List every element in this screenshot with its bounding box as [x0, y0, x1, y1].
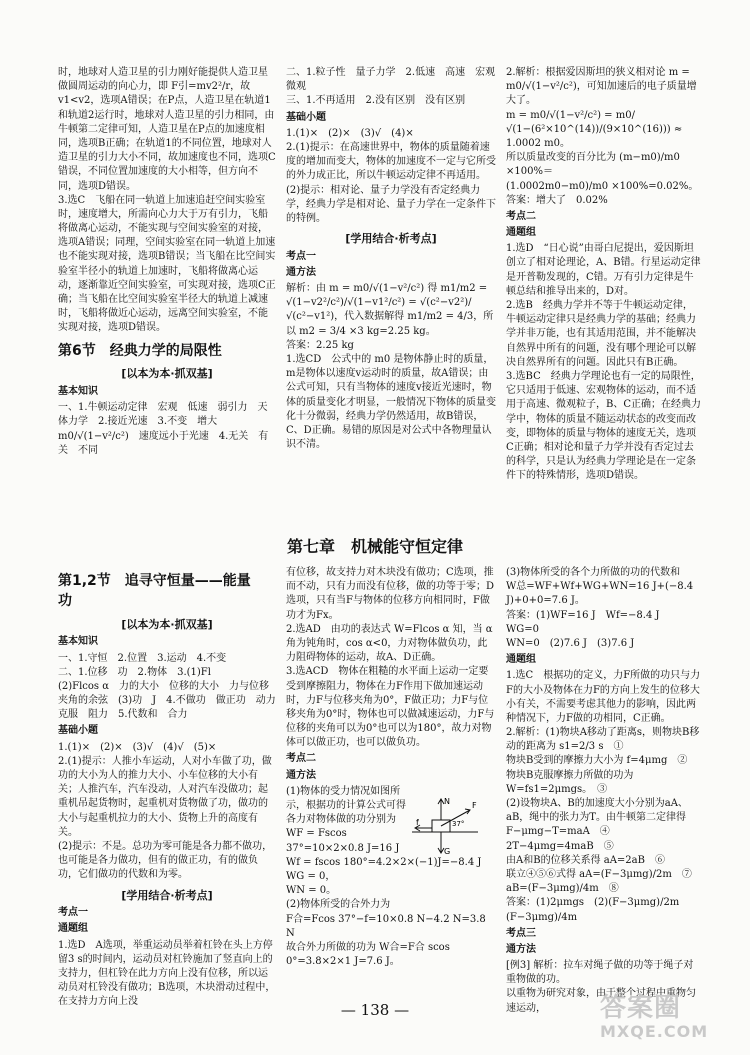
subheading: 通题组 [506, 227, 536, 239]
answer-line: WN=0 (2)7.6 J (3)7.6 J [506, 637, 635, 649]
answer-line: 答案：(1)WF=16 J Wf=−8.4 J WG=0 [506, 609, 670, 635]
text-paragraph: (2)物体所受的合外力为 [286, 899, 391, 911]
equation-line: WG = 0， [286, 870, 336, 882]
text-paragraph: 3.选BC 经典力学理论也有一定的局限性，它只适用于低速、宏观物体的运动，而不适用于高速、微观粒子，B、C正确；在经典力学中，物体的质量不随运动状态的改变而改变，即物体的质量与物体的速度无关，选项C正确；相对论和量子力学并没有否定过去的科学，只是认为经典力学理论是在一定条件下的特殊情形，选项D错误。 [506, 370, 701, 482]
label-friction: f [416, 818, 419, 827]
section-title: 第1,2节 追寻守恒量——能量 功 [58, 573, 265, 609]
text-paragraph: 2.(1)提示：人推小车运动，人对小车做了功，做功的大小为人的推力大小、小车位移的大小有关；人推汽车，汽车没动，人对汽车没做功；起重机吊起货物时，起重机对货物做了功，做功的大小与起重机拉力的大小、货物上升的高度有关。 [58, 755, 272, 838]
text-paragraph: m = m0/√(1−v²/c²) = m0/√(1−(6²×10^(14))/(9×10^(16))) ≈ 1.0002 m0。 [506, 109, 686, 149]
text-paragraph: 3.选C 飞船在同一轨道上加速追赶空间实验室时，速度增大，所需向心力大于万有引力，飞船将做离心运动，不能实现与空间实验室的对接，选项A错误；同理，空间实验室在同一轨道上加速也不能实现对接，选项B错误；当飞船在比空间实验室半径小的轨道上加速时，飞船将做离心运动，逐渐靠近空间实验室，可实现对接，选项C正确；当飞船在比空间实验室半径大的轨道上减速时，飞船将做近心运动，远离空间实验室，不能实现对接，选项D错误。 [58, 194, 276, 334]
text-paragraph: 1.选CD 公式中的 m0 是物体静止时的质量，m是物体以速度v运动时的质量，故A错误；由公式可知，只有当物体的速度v接近光速时，物体的质量变化才明显，一般情况下物体的质量变化十分微弱，经典力学仍然适用，故B错误，C、D正确。易错的原因是对公式中各物理量认识不清。 [286, 353, 496, 451]
text-paragraph: 2.(1)提示：在高速世界中，物体的质量随着速度的增加而变大，物体的加速度不一定与它所受的外力成正比，所以牛顿运动定律不再适用。 [286, 141, 496, 182]
subheading: 通题组 [58, 923, 88, 935]
subheading: 考点三 [506, 927, 536, 939]
answer-line: 答案：2.25 kg [286, 339, 354, 351]
subheading: 考点二 [506, 210, 536, 222]
text-paragraph: 三、1.不再适用 2.没有区别 没有区别 [286, 95, 466, 107]
section-bar: [学用结合·析考点] [121, 888, 213, 902]
text-paragraph: 2.选AD 由功的表达式 W=Flcos α 知，当 α 角为钝角时，cos α<0，力对物体做负功，此力阻碍物体的运动，故A、D正确。 [286, 623, 496, 664]
subheading: 考点二 [286, 753, 316, 765]
subheading: 基本知识 [58, 636, 98, 648]
label-n: N [444, 797, 450, 806]
equation-line: 物块B受到的摩擦力大小为 f=4μmg ② [506, 755, 688, 767]
text-paragraph: m0/√(1−v²/c²) 速度远小于光速 4.无关 有关 不同 [58, 430, 269, 456]
text-paragraph: 1.(1)× (2)× (3)√ (4)× [286, 127, 414, 139]
text-paragraph: (2)Flcos α 力的大小 位移的大小 力与位移夹角的余弦 (3)功 J 4.不做功 做正功 动力 克服 阻力 5.代数和 合力 [58, 680, 286, 721]
subheading: 考点一 [286, 250, 316, 262]
chapter-title: 第七章 机械能守恒定律 [286, 537, 463, 556]
text-paragraph: 1.选C 根据功的定义，力F所做的功只与力F的大小及物体在力F的方向上发生的位移大小有关，不需要考虑其他力的影响，因此两种情况下，力F做的功相同，C正确。 [506, 670, 701, 724]
equation-line: 故合外力所做的功为 W合=F合 scos 0°=3.8×2×1 J=7.6 J。 [286, 941, 454, 968]
equation-line: 2T−4μmg=4maB ⑤ [506, 840, 614, 852]
text-paragraph: (2)提示：不是。总功为零可能是各力都不做功，也可能是各力做功，但有的做正功，有的做负功，它们做功的代数和为零。 [58, 840, 273, 881]
section-bar: [以本为本·抓双基] [121, 367, 213, 381]
text-paragraph: (2)设物块A、B的加速度大小分别为aA、aB，绳中的张力为T。由牛顿第二定律得 F−μmg−T=maA ④ [506, 798, 690, 838]
watermark [600, 990, 740, 1050]
label-f: F [472, 801, 477, 810]
subheading: 考点一 [58, 907, 88, 919]
top-column-2 [286, 66, 506, 452]
text-paragraph: (1.0002m0−m0)/m0 ×100%=0.02%。 [506, 180, 699, 192]
subheading: 基础小题 [58, 725, 98, 737]
text-paragraph: 一、1.守恒 2.位置 3.运动 4.不变 [58, 652, 227, 664]
text-paragraph: 2.解析：(1)物块A移动了距离s，则物块B移动的距离为 s1=2/3 s ① [506, 727, 700, 753]
top-column-1 [58, 66, 276, 458]
text-paragraph: (3)物体所受的各个力所做的功的代数和 [506, 567, 681, 578]
subheading: 通题组 [506, 654, 536, 666]
label-g: G [444, 847, 451, 856]
force-diagram [410, 796, 480, 858]
watermark-url: MXQE.COM [600, 1021, 709, 1041]
text-paragraph: 有位移，故支持力对木块没有做功；C选项，推而不动，只有力而没有位移，做的功等于零；D选项，只有当F与物体的位移方向相同时，F做功才为Fx。 [286, 567, 495, 621]
text-paragraph: 二、1.粒子性 量子力学 2.低速 高速 宏观 微观 [286, 67, 506, 93]
text-paragraph: 一、1.牛顿运动定律 宏观 低速 弱引力 天体力学 2.接近光速 3.不变 增大 [58, 402, 268, 428]
subheading: 通方法 [506, 943, 536, 955]
text-paragraph: 1.选D A选项，举重运动员举着杠铃在头上方停留3 s的时间内，运动员对杠铃施加了竖直向上的支持力，但杠铃在此力方向上没有位移，所以运动员对杠铃没有做功；B选项，木块滑动过程中，在支持力方向上没 [58, 939, 276, 1008]
subheading: 基本知识 [58, 386, 98, 398]
text-paragraph: 解析：由 m = m0/√(1−v²/c²) 得 m1/m2 = √(1−v2²/c²)/√(1−v1²/c²) = √(c²−v2²)/√(c²−v1²)，代入数据解得 m1/m2 = 4/3，所以 m2 = 3/4 ×3 kg=2.25 kg。 [286, 283, 494, 337]
subheading: 基础小题 [286, 111, 326, 123]
subheading: 通方法 [286, 769, 316, 781]
text-paragraph: 1.选D “日心说”由哥白尼提出，爱因斯坦创立了相对论理论，A、B错。行星运动定律是开普勒发现的，C错。万有引力定律是牛顿总结和推导出来的，D对。 [506, 243, 701, 297]
bottom-column-2 [286, 566, 496, 969]
bottom-column-1 [58, 566, 286, 1009]
equation-line: WN = 0。 [286, 885, 337, 897]
equation-line: F合=Fcos 37°−f=10×0.8 N−4.2 N=3.8 N [286, 913, 489, 939]
equation-line: 由A和B的位移关系得 aA=2aB ⑥ [506, 854, 665, 866]
answer-line: 答案：增大了 0.02% [506, 194, 608, 206]
text-paragraph: (1)物体的受力情况如图所示，根据功的计算公式可得各力对物体做的功分别为 [286, 785, 406, 826]
section-title: 第6节 经典力学的局限性 [58, 342, 222, 359]
section-bar: [学用结合·析考点] [345, 232, 437, 246]
watermark-logo-text: 答案圈 [600, 993, 682, 1023]
text-paragraph: 时，地球对人造卫星的引力刚好能提供人造卫星做圆周运动的向心力，即 F引=mv2²/r，故 v1<v2，选项A错误；在P点，人造卫星在轨道1和轨道2运行时，地球对人造卫星的引力相同，由牛顿第二定律可知，人造卫星在P点的加速度相同，选项B正确；在轨道1的不同位置，地球对人造卫星的引力大小不同，故加速度也不同，选项C错误，不同位置加速度的大小相等，但方向不同，选项D错误。 [58, 67, 276, 192]
equation-line: W总=WF+Wf+WG+WN=16 J+(−8.4 J)+0+0=7.6 J。 [506, 581, 697, 607]
label-angle: 37° [452, 820, 465, 828]
subheading: 通方法 [286, 266, 316, 278]
text-paragraph: 以重物为研究对象，由于整个过程中重物匀速运动， [506, 988, 696, 1014]
text-paragraph: 3.选ACD 物体在粗糙的水平面上运动一定要受到摩擦阻力，物体在力F作用下做加速运动时，力F与位移夹角为0°，F做正功；力F与位移夹角为0°时，物体也可以做减速运动，力F与位移的夹角可以为0°也可以为180°，故力对物体可以做正功，也可以做负功。 [286, 666, 495, 749]
section-bar: [以本为本·抓双基] [121, 617, 213, 631]
text-paragraph: [例3] 解析：拉车对绳子做的功等于绳子对重物做的功。 [506, 960, 694, 986]
text-paragraph: 所以质量改变的百分比为 (m−m0)/m0 ×100%＝ [506, 152, 684, 178]
equation-line: aB=(F−3μmg)/4m ⑧ [506, 883, 619, 895]
equation-line: 物块B克服摩擦力所做的功为 W=fs1=2μmgs。 ③ [506, 769, 637, 795]
answer-line: 答案：(1)2μmgs (2)(F−3μmg)/2m (F−3μmg)/4m [506, 897, 690, 923]
text-paragraph: 2.解析：根据爱因斯坦的狭义相对论 m = m0/√(1−v²/c²)，可知加速后的电子质量增大了。 [506, 67, 697, 107]
equation-line: Wf = fscos 180°=4.2×2×(−1)J=−8.4 J [286, 856, 482, 868]
page-number: — 138 — [340, 1001, 410, 1019]
equation-line: 联立④⑤⑥式得 aA=(F−3μmg)/2m ⑦ [506, 868, 692, 880]
text-paragraph: (2)提示：相对论、量子力学没有否定经典力学，经典力学是相对论、量子力学在一定条件下的特例。 [286, 184, 496, 224]
text-paragraph: 2.选B 经典力学并不等于牛顿运动定律，牛顿运动定律只是经典力学的基础；经典力学并非万能，也有其适用范围，并不能解决自然界中所有的问题，没有哪个理论可以解决自然界所有的问题。因此只有B正确。 [506, 300, 696, 368]
bottom-column-3 [506, 566, 702, 1016]
text-paragraph: 1.(1)× (2)× (3)√ (4)√ (5)× [58, 741, 217, 753]
equation-line: WF = Fscos 37°=10×2×0.8 J=16 J [286, 828, 400, 854]
top-column-3 [506, 66, 702, 483]
text-paragraph: 二、1.位移 功 2.物体 3.(1)Fl [58, 666, 211, 678]
